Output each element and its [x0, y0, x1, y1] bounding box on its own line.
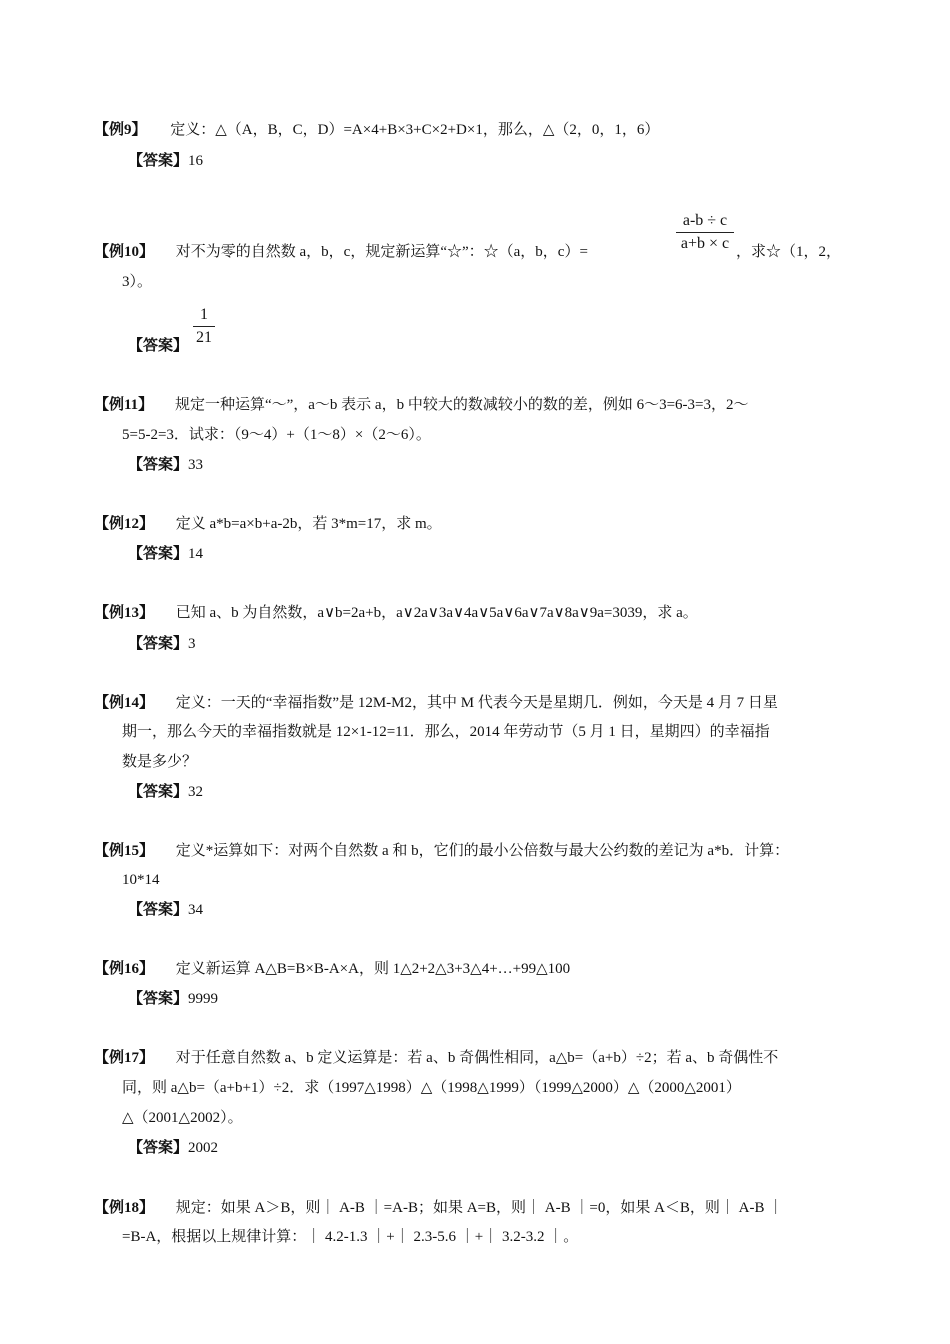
- question-text: 定义：一天的“幸福指数”是 12M-M2，其中 M 代表今天是星期几．例如，今天是 4 月 7 日星: [175, 695, 778, 711]
- answer-label: 【答案】: [128, 1140, 189, 1156]
- answer-label: 【答案】: [128, 153, 189, 169]
- example-9-question: [94, 120, 659, 140]
- example-15-question-line2: [122, 870, 160, 890]
- answer-label: 【答案】: [128, 636, 189, 652]
- fraction-denominator: a+b × c: [680, 235, 730, 252]
- question-text: ，求☆（1，2，: [736, 244, 842, 260]
- question-text: △（2001△2002）。: [122, 1110, 243, 1126]
- answer-value: 2002: [188, 1140, 219, 1156]
- question-text: 10*14: [122, 872, 160, 888]
- answer-label: 【答案】: [128, 784, 189, 800]
- example-14-question-line2: [122, 722, 770, 742]
- question-text: 5=5-2=3．试求：（9～4）+（1～8）×（2～6）。: [122, 427, 431, 443]
- example-15-question: [94, 841, 789, 861]
- example-18-question: [94, 1198, 783, 1218]
- answer-value: 33: [188, 457, 204, 473]
- example-10-question-line3: [122, 272, 152, 292]
- question-text: 已知 a、b 为自然数，a∨b=2a+b，a∨2a∨3a∨4a∨5a∨6a∨7a∨8a∨9a=3039，求 a。: [175, 605, 698, 621]
- example-12-answer: [128, 544, 203, 564]
- answer-value: 14: [188, 546, 204, 562]
- example-9-answer: [128, 151, 203, 171]
- question-text: 定义新运算 A△B=B×B-A×A，则 1△2+2△3+3△4+…+99△100: [175, 961, 571, 977]
- example-11-question-line2: [122, 425, 431, 445]
- answer-value: 3: [188, 636, 196, 652]
- example-15-answer: [128, 900, 203, 920]
- example-10-question-cont: [736, 242, 841, 262]
- example-12-question: [94, 514, 442, 534]
- answer-fraction: [193, 304, 215, 349]
- example-17-question-line3: [122, 1108, 243, 1128]
- example-label: 【例9】: [94, 122, 147, 138]
- example-label: 【例17】: [94, 1050, 155, 1066]
- example-label: 【例14】: [94, 695, 155, 711]
- example-14-question: [94, 693, 778, 713]
- example-17-question-line2: [122, 1078, 741, 1098]
- question-text: 期一，那么今天的幸福指数就是 12×1-12=11．那么，2014 年劳动节（5 月 1 日，星期四）的幸福指: [122, 724, 770, 740]
- answer-value: 32: [188, 784, 204, 800]
- answer-label: 【答案】: [128, 546, 189, 562]
- answer-value: 16: [188, 153, 204, 169]
- example-label: 【例10】: [94, 244, 155, 260]
- answer-value: 34: [188, 902, 204, 918]
- answer-label: 【答案】: [128, 457, 189, 473]
- question-text: 定义*运算如下：对两个自然数 a 和 b，它们的最小公倍数与最大公约数的差记为 a*b．计算：: [175, 843, 790, 859]
- question-text: 对于任意自然数 a、b 定义运算是：若 a、b 奇偶性相同，a△b=（a+b）÷2；若 a、b 奇偶性不: [175, 1050, 779, 1066]
- example-label: 【例13】: [94, 605, 155, 621]
- example-11-question: [94, 395, 749, 415]
- example-13-answer: [128, 634, 196, 654]
- question-text: 定义 a*b=a×b+a-2b，若 3*m=17，求 m。: [175, 516, 442, 532]
- answer-label: 【答案】: [128, 902, 189, 918]
- question-text: 规定一种运算“～”，a～b 表示 a，b 中较大的数减较小的数的差，例如 6～3=6-3=3，2～: [174, 397, 749, 413]
- question-text: 对不为零的自然数 a，b，c，规定新运算“☆”：☆（a，b，c）=: [175, 244, 588, 260]
- example-14-question-line3: [122, 752, 197, 772]
- example-16-question: [94, 959, 570, 979]
- fraction-expression: [676, 210, 734, 255]
- answer-label: 【答案】: [128, 991, 189, 1007]
- answer-label: 【答案】: [128, 338, 189, 354]
- example-17-answer: [128, 1138, 218, 1158]
- example-label: 【例15】: [94, 843, 155, 859]
- example-label: 【例16】: [94, 961, 155, 977]
- question-text: =B-A，根据以上规律计算：｜ 4.2-1.3 ｜+｜ 2.3-5.6 ｜+｜ 3.2-3.2 ｜。: [122, 1229, 579, 1245]
- question-text: 规定：如果 A＞B，则｜ A-B ｜=A-B；如果 A=B，则｜ A-B ｜=0，如果 A＜B，则｜ A-B ｜: [175, 1200, 784, 1216]
- example-13-question: [94, 603, 698, 623]
- example-10-question: [94, 242, 588, 262]
- question-text: 数是多少？: [122, 754, 198, 770]
- example-16-answer: [128, 989, 218, 1009]
- question-text: 同，则 a△b=（a+b+1）÷2．求（1997△1998）△（1998△1999）（1999△2000）△（2000△2001）: [122, 1080, 741, 1096]
- question-text: 3）。: [122, 274, 153, 290]
- answer-value: 9999: [188, 991, 219, 1007]
- example-18-question-line2: [122, 1227, 578, 1247]
- example-label: 【例12】: [94, 516, 155, 532]
- example-11-answer: [128, 455, 203, 475]
- example-14-answer: [128, 782, 203, 802]
- fraction-numerator: 1: [200, 306, 208, 323]
- question-text: 定义：△（A，B，C，D）=A×4+B×3+C×2+D×1，那么，△（2，0，1，6）: [170, 122, 660, 138]
- example-10-answer: [128, 336, 188, 356]
- example-label: 【例11】: [94, 397, 154, 413]
- fraction-numerator: a-b ÷ c: [682, 212, 728, 229]
- example-17-question: [94, 1048, 778, 1068]
- fraction-denominator: 21: [196, 329, 212, 346]
- example-label: 【例18】: [94, 1200, 155, 1216]
